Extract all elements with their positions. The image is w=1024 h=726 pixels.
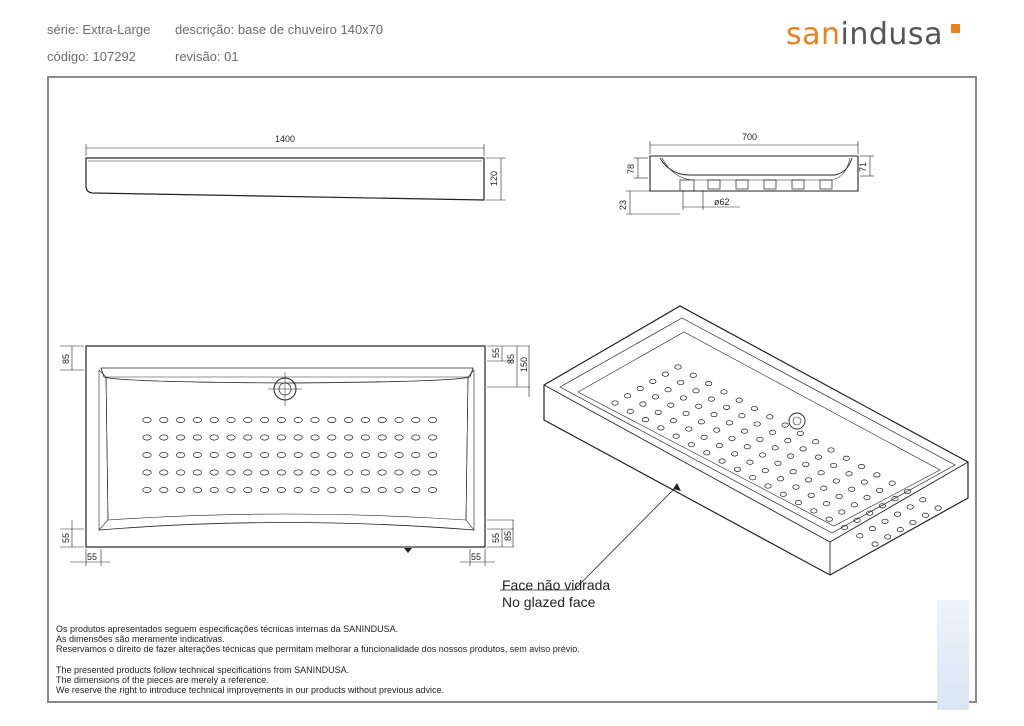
plan-hole xyxy=(244,452,252,457)
plan-hole xyxy=(160,470,168,475)
dim-78: 78 xyxy=(626,163,636,174)
perspective-view xyxy=(544,306,968,575)
plan-hole xyxy=(143,452,151,457)
plan-hole xyxy=(210,417,218,422)
plan-hole xyxy=(160,417,168,422)
plan-hole xyxy=(176,452,184,457)
dim-top-right-a: 55 xyxy=(491,347,501,358)
note-en-2: The dimensions of the pieces are merely a reference. xyxy=(56,675,269,685)
plan-hole xyxy=(193,435,201,440)
logo-part-1: san xyxy=(786,17,841,52)
plan-hole xyxy=(294,452,302,457)
plan-hole xyxy=(344,487,352,492)
plan-hole xyxy=(244,417,252,422)
plan-hole xyxy=(328,487,336,492)
note-pt-1: Os produtos apresentados seguem especificações técnicas internas da SANINDUSA. xyxy=(56,624,399,634)
callout-leader xyxy=(500,486,677,590)
plan-hole xyxy=(395,435,403,440)
plan-hole xyxy=(277,417,285,422)
plan-hole xyxy=(176,470,184,475)
plan-hole xyxy=(160,452,168,457)
dim-width-side: 700 xyxy=(742,132,758,142)
plan-hole xyxy=(412,417,420,422)
dim-bottom-right-b: 85 xyxy=(503,530,513,541)
plan-hole xyxy=(378,452,386,457)
plan-hole xyxy=(344,470,352,475)
plan-hole xyxy=(294,417,302,422)
plan-hole xyxy=(160,435,168,440)
callout-face-pt: Face não vidrada xyxy=(502,577,611,593)
plan-hole xyxy=(344,435,352,440)
codigo-label: código: 107292 xyxy=(47,49,136,64)
plan-hole xyxy=(260,487,268,492)
plan-hole xyxy=(328,470,336,475)
plan-hole xyxy=(260,452,268,457)
plan-hole xyxy=(378,417,386,422)
plan-hole xyxy=(361,452,369,457)
descricao-label: descrição: base de chuveiro 140x70 xyxy=(175,22,384,37)
dim-top-right-c: 150 xyxy=(519,356,529,372)
note-pt-3: Reservamos o direito de fazer alterações técnicas que permitam melhorar a funcionalidade dos nossos produtos, sem aviso prévio. xyxy=(56,644,580,654)
serie-label: série: Extra-Large xyxy=(47,22,151,37)
plan-hole xyxy=(210,487,218,492)
plan-hole xyxy=(428,470,436,475)
plan-hole xyxy=(344,417,352,422)
plan-hole xyxy=(311,417,319,422)
plan-hole xyxy=(412,470,420,475)
plan-hole xyxy=(395,417,403,422)
plan-hole xyxy=(193,487,201,492)
note-en-1: The presented products follow technical specifications from SANINDUSA. xyxy=(56,665,350,675)
plan-hole xyxy=(227,470,235,475)
dim-71: 71 xyxy=(858,161,868,172)
revisao-label: revisão: 01 xyxy=(175,49,239,64)
plan-hole xyxy=(378,435,386,440)
plan-hole xyxy=(428,435,436,440)
plan-hole xyxy=(143,487,151,492)
plan-hole xyxy=(361,417,369,422)
dim-bottom-right-a: 55 xyxy=(491,532,501,543)
plan-hole xyxy=(143,417,151,422)
plan-hole xyxy=(210,452,218,457)
callout-face-en: No glazed face xyxy=(502,594,596,610)
logo-part-2: indusa xyxy=(840,17,943,52)
plan-hole xyxy=(260,417,268,422)
plan-hole xyxy=(328,435,336,440)
dim-bottom-left-horiz: 55 xyxy=(87,552,98,562)
plan-hole xyxy=(294,435,302,440)
plan-hole xyxy=(361,435,369,440)
plan-hole xyxy=(193,452,201,457)
dim-top-left: 85 xyxy=(61,353,71,364)
plan-hole xyxy=(244,435,252,440)
plan-hole xyxy=(412,452,420,457)
plan-hole xyxy=(395,470,403,475)
plan-hole xyxy=(176,417,184,422)
plan-hole xyxy=(395,487,403,492)
plan-hole xyxy=(227,452,235,457)
plan-hole xyxy=(193,417,201,422)
plan-hole xyxy=(227,487,235,492)
side-elevation xyxy=(86,144,506,200)
plan-hole xyxy=(428,452,436,457)
plan-hole xyxy=(260,470,268,475)
note-en-3: We reserve the right to introduce technical improvements in our products without previous advice. xyxy=(56,685,445,695)
plan-hole xyxy=(244,487,252,492)
note-pt-2: As dimensões são meramente indicativas. xyxy=(56,634,225,644)
dim-bottom-left-vert: 55 xyxy=(61,532,71,543)
plan-hole xyxy=(260,435,268,440)
plan-hole xyxy=(311,452,319,457)
plan-hole xyxy=(227,417,235,422)
plan-hole xyxy=(428,417,436,422)
plan-hole xyxy=(176,435,184,440)
plan-hole xyxy=(294,470,302,475)
plan-hole xyxy=(361,470,369,475)
plan-hole xyxy=(210,435,218,440)
plan-hole xyxy=(344,452,352,457)
plan-hole xyxy=(277,435,285,440)
face-marker-plan xyxy=(404,548,412,553)
plan-hole xyxy=(311,435,319,440)
dim-drain: ø62 xyxy=(714,197,730,207)
dim-23: 23 xyxy=(618,199,628,210)
dim-bottom-right-horiz: 55 xyxy=(471,552,482,562)
plan-holes xyxy=(143,417,437,492)
plan-hole xyxy=(378,470,386,475)
plan-hole xyxy=(294,487,302,492)
plan-view xyxy=(60,346,530,566)
plan-hole xyxy=(193,470,201,475)
plan-hole xyxy=(277,487,285,492)
plan-hole xyxy=(328,417,336,422)
plan-hole xyxy=(210,470,218,475)
plan-hole xyxy=(227,435,235,440)
plan-hole xyxy=(361,487,369,492)
plan-hole xyxy=(160,487,168,492)
plan-hole xyxy=(143,435,151,440)
plan-hole xyxy=(395,452,403,457)
watermark-graphic xyxy=(937,600,969,710)
plan-hole xyxy=(176,487,184,492)
dim-height: 120 xyxy=(489,170,499,186)
plan-hole xyxy=(428,487,436,492)
plan-hole xyxy=(143,470,151,475)
plan-hole xyxy=(412,487,420,492)
plan-hole xyxy=(412,435,420,440)
plan-hole xyxy=(328,452,336,457)
cross-section xyxy=(626,141,874,214)
plan-hole xyxy=(378,487,386,492)
dim-top-right-b: 85 xyxy=(506,353,516,364)
dim-length: 1400 xyxy=(275,134,296,144)
plan-hole xyxy=(277,452,285,457)
plan-hole xyxy=(311,470,319,475)
plan-hole xyxy=(311,487,319,492)
plan-hole xyxy=(244,470,252,475)
plan-hole xyxy=(277,470,285,475)
